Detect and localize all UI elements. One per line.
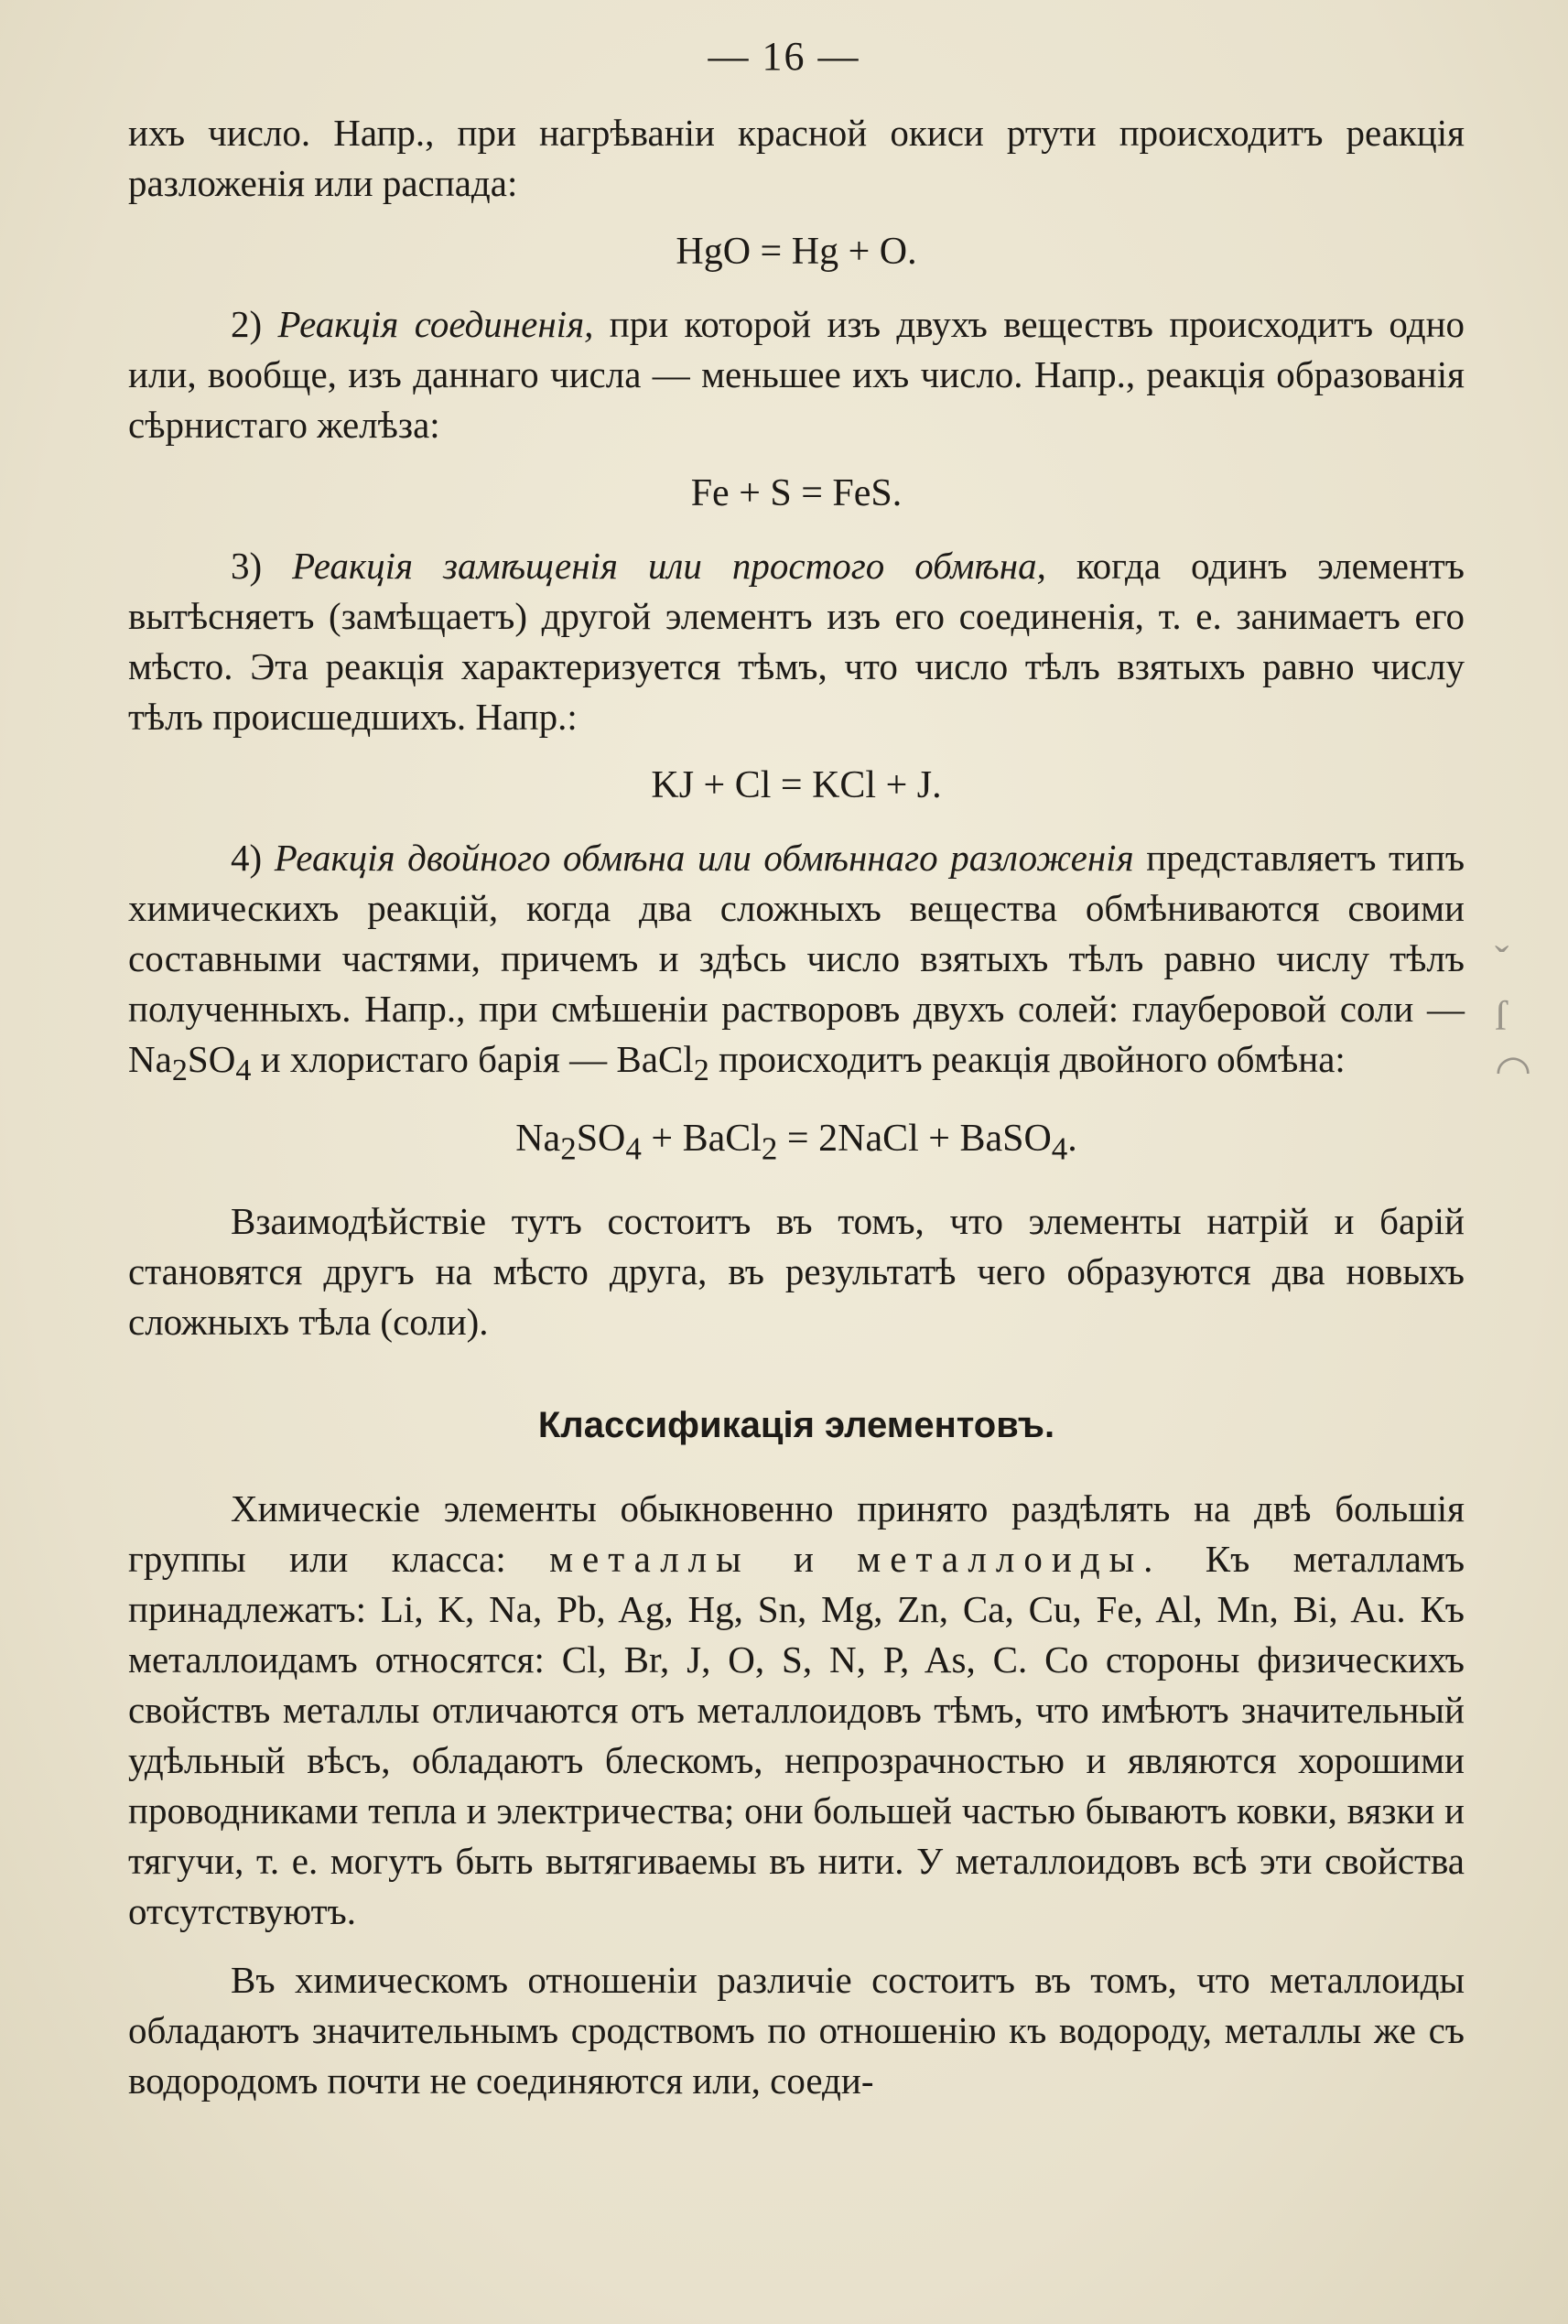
term-combination: Реакцiя соединенiя, bbox=[277, 303, 594, 345]
item-number: 4) bbox=[231, 837, 263, 879]
paragraph-substitution-reaction bbox=[128, 541, 1465, 742]
paragraph-text: при которой изъ двухъ веществъ происходитъ одно или, вообще, изъ даннаго числа — меньшее ихъ число. Напр., реакцiя образованiя сѣрнистаго желѣза: bbox=[128, 303, 1465, 446]
paragraph-double-exchange: 4) Реакцiя двойного обмѣна или обмѣннаго разложенiя представляетъ типъ химическихъ реакцiй, когда два сложныхъ вещества обмѣниваются своими составными частями, причемъ и здѣсь число взятыхъ тѣлъ равно числу тѣлъ полученныхъ. Напр., при смѣшенiи растворовъ двухъ солей: глауберовой соли — $Na_2SO_4$ и хлористаго барiя — BaCl$_2$ происходитъ реакцiя двойного обмѣна: bbox=[128, 837, 1465, 1088]
paragraph-decomposition-example: ихъ число. Напр., при нагрѣванiи красной окиси ртути происходитъ реакцiя разложенiя или распада: bbox=[128, 112, 1465, 204]
paragraph-chemical-difference: Въ химическомъ отношенiи различiе состоитъ въ томъ, что металлоиды обладаютъ значительнымъ сродствомъ по отношенiю къ водороду, металлы же съ водородомъ почти не соединяются или, соеди- bbox=[128, 1958, 1465, 2102]
formula-hgo: HgO = Hg + O. bbox=[676, 231, 917, 273]
paragraph-interaction-explanation: Взаимодѣйствiе тутъ состоитъ въ томъ, что элементы натрiй и барiй становятся другъ на мѣсто друга, въ результатѣ чего образуются два новыхъ сложныхъ тѣла (соли). bbox=[128, 1199, 1465, 1343]
section-heading: Классификацiя элементовъ. bbox=[537, 1404, 1055, 1445]
term-substitution: Реакцiя замѣщенiя или простого обмѣна, bbox=[292, 545, 1046, 587]
paragraph-combination-reaction bbox=[128, 299, 1465, 450]
paragraph-classification: Химическiе элементы обыкновенно принято раздѣлять на двѣ большiя группы или класса: металлы и металлоиды. Къ металламъ принадлежатъ: Li, K, Na, Pb, Ag, Hg, Sn, Mg, Zn, Ca, Cu, Fe, Al, Mn, Bi, Au. Къ металлоидамъ относятся: Cl, Br, J, O, S, N, P, As, C. Со стороны физическихъ свойствъ металлы отличаются отъ металлоидовъ тѣмъ, что имѣютъ значительный удѣльный вѣсъ, обладаютъ блескомъ, непрозрачностью и являются хорошими проводниками тепла и электричества; они большей частью бываютъ ковки, вязки и тягучи, т. е. могутъ быть вытягиваемы въ нити. У металлоидовъ всѣ эти свойства отсутствуютъ. bbox=[128, 1486, 1465, 1932]
paragraph-text: когда одинъ элементъ вытѣсняетъ (замѣщаетъ) другой элементъ изъ его соединенiя, т. е. занимаетъ его мѣсто. Эта реакцiя характеризуется тѣмъ, что число тѣлъ взятыхъ равно числу тѣлъ происшедшихъ. Напр.: bbox=[128, 545, 1465, 738]
formula-kcl: KJ + Cl = KCl + J. bbox=[651, 764, 942, 806]
term-metals: металлы bbox=[549, 1537, 751, 1580]
term-double-exchange: Реакцiя двойного обмѣна или обмѣннаго разложенiя bbox=[274, 837, 1134, 879]
formula-fes: Fe + S = FeS. bbox=[690, 472, 903, 514]
page-number: — 16 — bbox=[708, 34, 860, 79]
term-metalloids: металлоиды. bbox=[857, 1537, 1162, 1580]
item-number: 2) bbox=[231, 303, 263, 345]
item-number: 3) bbox=[231, 545, 263, 587]
formula-double-exchange: $Na_2SO_4$ + BaCl$_2$ = 2NaCl + BaSO$_4$. bbox=[515, 1118, 1077, 1167]
margin-ink-marks: ˇ ſ ◠ bbox=[1495, 937, 1532, 1094]
page-body bbox=[128, 108, 1465, 2106]
